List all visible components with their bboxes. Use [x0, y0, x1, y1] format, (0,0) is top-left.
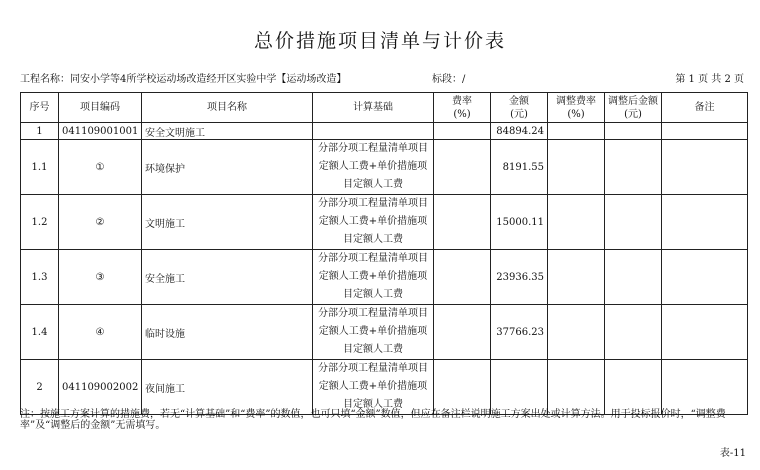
cell-rate: [434, 140, 491, 195]
cell-seq: 1.2: [21, 195, 59, 250]
cell-basis: 分部分项工程量清单项目定额人工费+单价措施项目定额人工费: [313, 360, 434, 415]
table-header-row: [21, 93, 748, 123]
cell-code: ④: [59, 305, 142, 360]
cell-name: 安全施工: [142, 250, 313, 305]
col-code: 项目编码: [59, 93, 142, 123]
col-rate: 费率 (%): [434, 93, 491, 123]
cell-basis: 分部分项工程量清单项目定额人工费+单价措施项目定额人工费: [313, 305, 434, 360]
cell-adj-amount: [605, 250, 662, 305]
cell-name: 安全文明施工: [142, 123, 313, 140]
cell-name: 环境保护: [142, 140, 313, 195]
col-amount: 金额 (元): [491, 93, 548, 123]
cell-adj-amount: [605, 140, 662, 195]
cell-amount: 15000.11: [491, 195, 548, 250]
measures-table: [20, 92, 748, 415]
cell-name: 文明施工: [142, 195, 313, 250]
col-name: 项目名称: [142, 93, 313, 123]
cell-code: ①: [59, 140, 142, 195]
cell-code: ②: [59, 195, 142, 250]
cell-amount: 84894.24: [491, 123, 548, 140]
table-row: [21, 305, 748, 360]
cell-seq: 1.1: [21, 140, 59, 195]
cell-remark: [662, 250, 748, 305]
cell-code: 041109002002: [59, 360, 142, 415]
table-row: [21, 360, 748, 415]
cell-adj-amount: [605, 123, 662, 140]
page-indicator: 第 1 页 共 2 页: [675, 74, 744, 85]
table-row: [21, 195, 748, 250]
table-number: 表-11: [719, 448, 746, 459]
cell-code: ③: [59, 250, 142, 305]
cell-seq: 1.4: [21, 305, 59, 360]
section-label: 标段：/: [432, 74, 466, 85]
cell-adj-amount: [605, 305, 662, 360]
cell-rate: [434, 360, 491, 415]
cell-adj-rate: [548, 140, 605, 195]
cell-adj-amount: [605, 195, 662, 250]
cell-basis: [313, 123, 434, 140]
cell-amount: [491, 360, 548, 415]
cell-remark: [662, 140, 748, 195]
col-basis: 计算基础: [313, 93, 434, 123]
cell-seq: 1.3: [21, 250, 59, 305]
table-row: [21, 140, 748, 195]
cell-seq: 2: [21, 360, 59, 415]
cell-remark: [662, 195, 748, 250]
cell-remark: [662, 360, 748, 415]
cell-remark: [662, 305, 748, 360]
cell-adj-rate: [548, 250, 605, 305]
cell-amount: 37766.23: [491, 305, 548, 360]
col-adj-amount: 调整后金额 (元): [605, 93, 662, 123]
cell-adj-rate: [548, 360, 605, 415]
page-title: 总价措施项目清单与计价表: [253, 30, 506, 52]
cell-name: 临时设施: [142, 305, 313, 360]
col-adj-rate: 调整费率 (%): [548, 93, 605, 123]
cell-rate: [434, 123, 491, 140]
cell-amount: 8191.55: [491, 140, 548, 195]
cell-rate: [434, 250, 491, 305]
footnote: 注：按施工方案计算的措施费，若无“计算基础”和“费率”的数值，也可只填“金额”数值，但应在备注栏说明施工方案出处或计算方法。用于投标报价时，“调整费率”及“调整后的金额”无需填写。: [20, 409, 726, 431]
project-name: 工程名称：同安小学等4所学校运动场改造经开区实验中学【运动场改造】: [20, 74, 347, 85]
cell-name: 夜间施工: [142, 360, 313, 415]
col-remark: 备注: [662, 93, 748, 123]
cell-adj-rate: [548, 305, 605, 360]
cell-basis: 分部分项工程量清单项目定额人工费+单价措施项目定额人工费: [313, 250, 434, 305]
cell-rate: [434, 195, 491, 250]
col-seq: 序号: [21, 93, 59, 123]
cell-remark: [662, 123, 748, 140]
cell-amount: 23936.35: [491, 250, 548, 305]
cell-basis: 分部分项工程量清单项目定额人工费+单价措施项目定额人工费: [313, 140, 434, 195]
cell-rate: [434, 305, 491, 360]
cell-adj-rate: [548, 195, 605, 250]
table-row: [21, 250, 748, 305]
cell-basis: 分部分项工程量清单项目定额人工费+单价措施项目定额人工费: [313, 195, 434, 250]
cell-code: 041109001001: [59, 123, 142, 140]
cell-adj-amount: [605, 360, 662, 415]
cell-seq: 1: [21, 123, 59, 140]
table-row: [21, 123, 748, 140]
cell-adj-rate: [548, 123, 605, 140]
